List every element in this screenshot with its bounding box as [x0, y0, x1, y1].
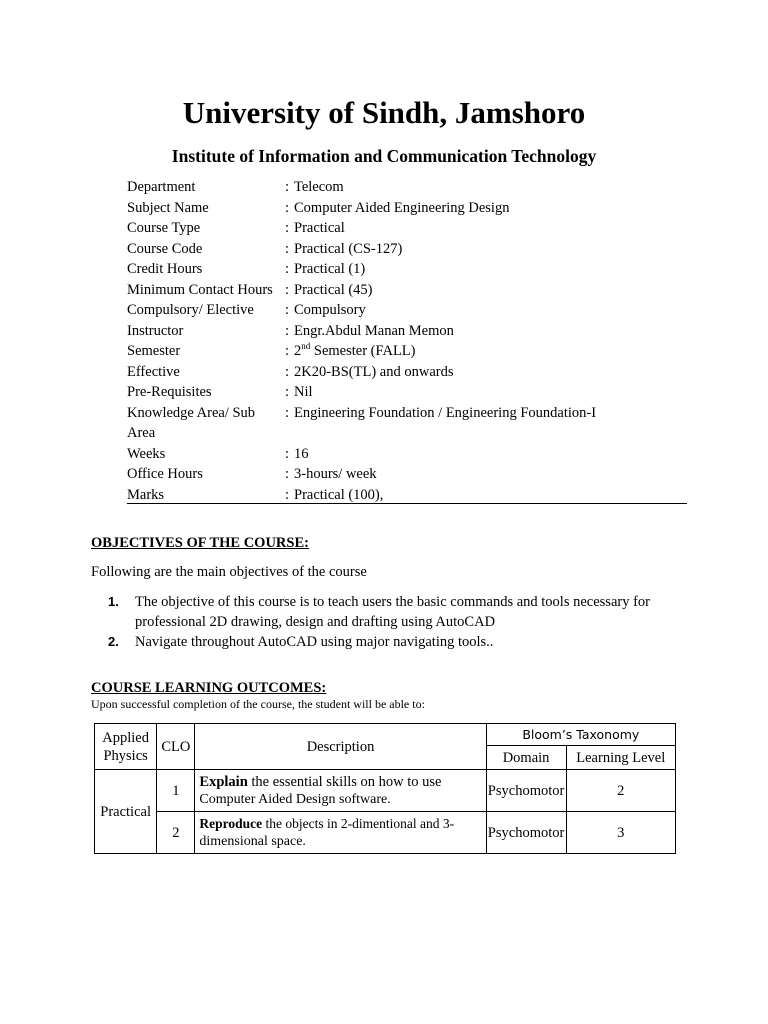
info-label: Marks	[127, 486, 165, 503]
clo-number-cell: 2	[157, 812, 195, 854]
info-colon: :	[285, 384, 290, 400]
domain-header: Domain	[486, 746, 566, 770]
info-colon: :	[285, 281, 290, 298]
institute-subtitle: Institute of Information and Communication Technology	[171, 146, 597, 166]
info-value: Practical (1)	[294, 261, 366, 277]
info-row	[127, 341, 687, 362]
info-row	[127, 280, 687, 301]
info-value	[294, 341, 687, 362]
list-item-text: The objective of this course is to teach users the basic commands and tools necessary for professional 2D drawing, design and drafting using AutoCAD	[135, 594, 650, 630]
info-value: 2K20-BS(TL) and onwards	[294, 363, 454, 380]
info-colon: :	[285, 486, 290, 503]
info-value: Practical (45)	[294, 281, 373, 298]
list-number: 1.	[108, 594, 119, 609]
table-row	[95, 770, 676, 812]
info-colon: :	[285, 343, 290, 359]
info-colon: :	[285, 199, 290, 216]
info-value: Computer Aided Engineering Design	[294, 199, 510, 216]
table-header-row	[95, 724, 676, 746]
info-row	[127, 321, 687, 342]
description-text-line2: dimensional space.	[199, 833, 306, 849]
info-colon: :	[285, 445, 290, 462]
info-label: Minimum Contact Hours	[127, 281, 273, 298]
info-value: Engr.Abdul Manan Memon	[294, 322, 454, 339]
info-label: Effective	[127, 363, 180, 380]
description-verb: Explain	[199, 773, 248, 790]
info-row	[127, 218, 687, 239]
info-value: Compulsory	[294, 302, 366, 318]
clo-number-cell: 1	[157, 770, 195, 812]
info-row	[127, 403, 687, 444]
description-text: the essential skills on how to use	[251, 773, 442, 790]
objectives-list	[108, 592, 688, 652]
info-colon: :	[285, 322, 290, 339]
description-header: Description	[195, 724, 486, 770]
info-value: Engineering Foundation / Engineering Foundation-I	[294, 404, 597, 421]
info-value: Practical (CS-127)	[294, 240, 403, 257]
learning-level-header: Learning Level	[566, 746, 676, 770]
group-label-cell: Practical	[95, 770, 157, 854]
info-colon: :	[285, 363, 290, 380]
info-label: Semester	[127, 343, 181, 359]
info-row	[127, 239, 687, 260]
semester-text: Semester (FALL)	[313, 343, 416, 359]
info-colon: :	[285, 466, 290, 482]
info-row	[127, 259, 687, 280]
list-item	[108, 592, 688, 632]
info-colon: :	[285, 404, 290, 421]
domain-cell: Psychomotor	[486, 770, 566, 812]
info-label: Office Hours	[127, 466, 203, 482]
description-cell	[195, 812, 486, 854]
info-row	[127, 198, 687, 219]
university-title: University of Sindh, Jamshoro	[182, 95, 586, 130]
info-row	[127, 300, 687, 321]
description-text: the objects in 2-dimentional and 3-	[265, 815, 455, 831]
semester-number: 2	[294, 343, 302, 359]
info-colon: :	[285, 179, 290, 195]
description-text-line2: Computer Aided Design software.	[199, 791, 391, 807]
bloom-taxonomy-header: Bloom’s Taxonomy	[486, 724, 675, 746]
info-label: Pre-Requisites	[127, 384, 212, 400]
objectives-heading: OBJECTIVES OF THE COURSE:	[91, 535, 309, 551]
info-value: 16	[294, 445, 309, 462]
info-value: Nil	[294, 384, 313, 400]
info-value: Practical	[294, 220, 345, 236]
info-label: Course Type	[127, 220, 201, 236]
info-label: Weeks	[127, 445, 166, 462]
list-item-text: Navigate throughout AutoCAD using major navigating tools..	[135, 634, 494, 650]
objectives-intro: Following are the main objectives of the course	[91, 564, 367, 580]
info-label: Instructor	[127, 322, 184, 339]
clo-table	[94, 723, 676, 854]
info-colon: :	[285, 220, 290, 236]
info-colon: :	[285, 261, 290, 277]
info-row	[127, 177, 687, 198]
learning-level-cell: 2	[566, 770, 676, 812]
info-label: Credit Hours	[127, 261, 203, 277]
info-label: Course Code	[127, 240, 203, 257]
info-divider	[127, 503, 687, 504]
info-value: Telecom	[294, 179, 344, 195]
learning-level-cell: 3	[566, 812, 676, 854]
info-label: Subject Name	[127, 199, 209, 216]
info-value: 3-hours/ week	[294, 466, 377, 482]
info-colon: :	[285, 302, 290, 318]
info-row	[127, 444, 687, 465]
description-verb: Reproduce	[199, 815, 263, 831]
info-row	[127, 362, 687, 383]
list-number: 2.	[108, 634, 119, 649]
table-row	[95, 812, 676, 854]
info-label: Compulsory/ Elective	[127, 302, 254, 318]
list-item	[108, 632, 688, 652]
clo-header: CLO	[157, 724, 195, 770]
semester-ordinal: nd	[301, 341, 311, 352]
clo-heading: COURSE LEARNING OUTCOMES:	[91, 680, 327, 696]
info-label: Department	[127, 179, 196, 195]
info-value: Practical (100),	[294, 486, 384, 503]
info-colon: :	[285, 240, 290, 257]
applied-physics-header: Applied Physics	[95, 724, 157, 770]
info-label: Knowledge Area/ Sub Area	[127, 404, 256, 441]
info-row	[127, 382, 687, 403]
description-cell	[195, 770, 486, 812]
course-info-table	[127, 177, 687, 507]
clo-intro: Upon successful completion of the course, the student will be able to:	[91, 697, 425, 711]
domain-cell: Psychomotor	[486, 812, 566, 854]
info-row	[127, 464, 687, 485]
